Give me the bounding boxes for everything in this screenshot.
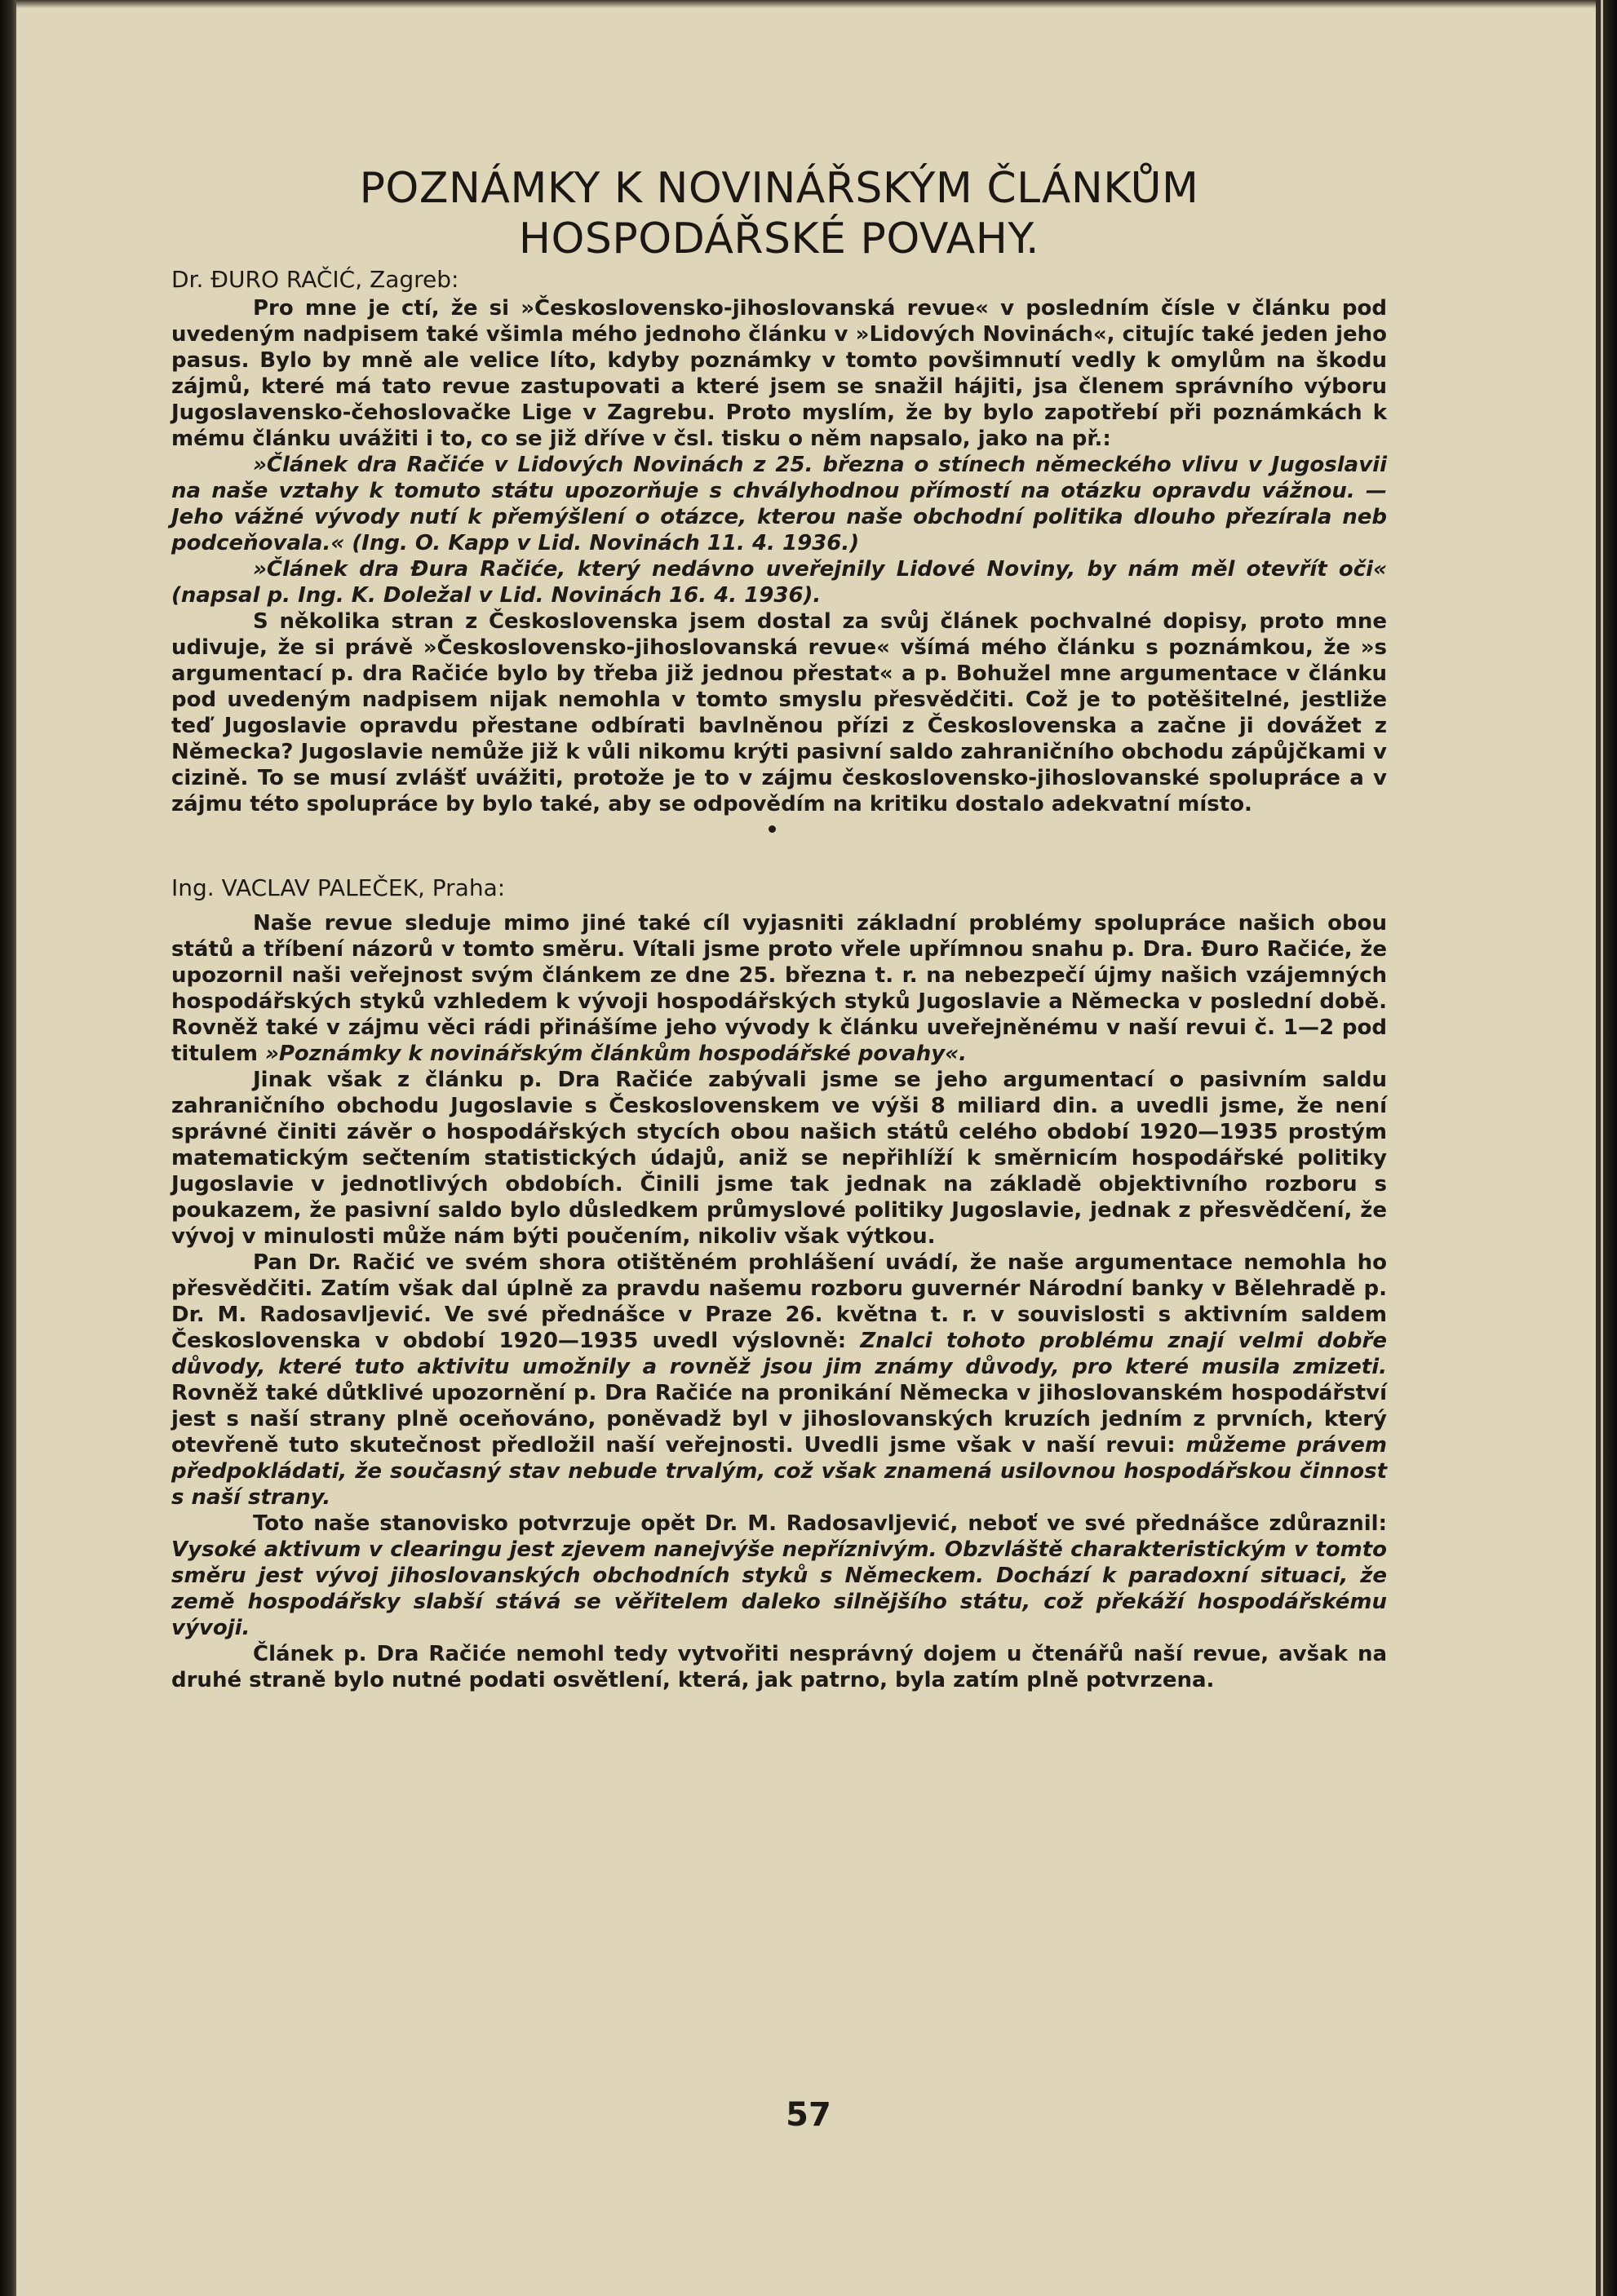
- palecek-p4-text: Toto naše stanovisko potvrzuje opět Dr. M. Radosavljević, neboť ve své přednášce zdůraznil:: [253, 1511, 1387, 1536]
- palecek-p3-quote-b: můžeme právem předpokládati, že současný stav nebude trvalým, což však znamená usilovnou hospodářskou činnost s naší strany.: [171, 1433, 1387, 1510]
- palecek-paragraph-5: Článek p. Dra Račiće nemohl tedy vytvořiti nesprávný dojem u čtenářů naší revue, avšak na druhé straně bylo nutné podati osvětlení, která, jak patrno, byla zatím plně potvrzena.: [171, 1642, 1387, 1692]
- palecek-p3-text-b: Rovněž také důtklivé upozornění p. Dra Račiće na pronikání Německa v jihoslovanském hospodářství jest s naší strany plně oceňováno, poněvadž byl v jihoslovanských kruzích jedním z prvních, který otevřeně tuto skutečnost předložil naší veřejnosti. Uvedli jsme však v naší revui:: [171, 1381, 1387, 1458]
- palecek-p1-title-ref: »Poznámky k novinářským článkům hospodářské povahy«.: [264, 1042, 968, 1066]
- palecek-p4-quote: Vysoké aktivum v clearingu jest zjevem nanejvýše nepříznivým. Obzvláště charakteristickým v tomto směru jest vývoj jihoslovanských obchodních styků s Německem. Dochází k paradoxní situaci, že země hospodářsky slabší stává se věřitelem daleko silnějšího státu, což překáží hospodářskému vývoji.: [171, 1537, 1387, 1640]
- article-title: [171, 163, 1387, 264]
- section-separator: [171, 817, 1387, 847]
- article: [171, 163, 1387, 1693]
- palecek-paragraph-3: [171, 1250, 1387, 1511]
- author-racic: Dr. ĐURO RAČIĆ, Zagreb:: [171, 266, 459, 293]
- top-edge-shadow: [16, 0, 1596, 8]
- racic-paragraph-2: S několika stran z Československa jsem dostal za svůj článek pochvalné dopisy, proto mne udivuje, že si právě »Československo-jihoslovanská revue« všímá mého článku s poznámkou, že »s argumentací p. dra Račiće bylo by třeba již jednou přestat« a p. Bohužel mne argumentace v článku pod uvedeným nadpisem nijak nemohla v tomto smyslu přesvědčiti. Což je to potěšitelné, jestliže teď Jugoslavie opravdu přestane odbírati bavlněnou přízi z Československa a začne ji dovážet z Německa? Jugoslavie nemůže již k vůli nikomu krýti pasivní saldo zahraničního obchodu zápůjčkami v cizině. To se musí zvlášť uvážiti, protože je to v zájmu československo-jihoslovanské spolupráce a v zájmu této spolupráce by bylo také, aby se odpovědím na kritiku dostalo adekvatní místo.: [171, 609, 1387, 816]
- title-line-2: HOSPODÁŘSKÉ POVAHY.: [518, 215, 1040, 263]
- racic-quote-kapp: »Článek dra Račiće v Lidových Novinách z 25. března o stínech německého vlivu v Jugoslavii na naše vztahy k tomuto státu upozorňuje s chvályhodnou přímostí na otázku opravdu vážnou. — Jeho vážné vývody nutí k přemýšlení o otázce, kterou naše obchodní politika dlouho přezírala neb podceňovala.« (Ing. O. Kapp v Lid. Novinách 11. 4. 1936.): [171, 453, 1387, 555]
- palecek-p3-quote-a: Znalci tohoto problému znají velmi dobře důvody, které tuto aktivitu umožnily a rovněž jsou jim známy důvody, pro které musila zmizeti.: [171, 1329, 1387, 1379]
- separator-dot: [769, 825, 776, 833]
- palecek-paragraph-2: Jinak však z článku p. Dra Račiće zabývali jsme se jeho argumentací o pasivním saldu zahraničního obchodu Jugoslavie s Československem ve výši 8 miliard din. a uvedli jsme, že není správné činiti závěr o hospodářských stycích obou našich států celého období 1920—1935 prostým matematickým sečtením statistických údajů, aniž se nepřihlíží k směrnicím hospodářské politiky Jugoslavie v jednotlivých obdobích. Činili jsme tak jednak na základě objektivního rozboru s poukazem, že pasivní saldo bylo důsledkem průmyslové politiky Jugoslavie, jednak z přesvědčení, že vývoj v minulosti může nám býti poučením, nikoliv však výtkou.: [171, 1068, 1387, 1249]
- palecek-p1-text: Naše revue sleduje mimo jiné také cíl vyjasniti základní problémy spolupráce našich obou států a tříbení názorů v tomto směru. Vítali jsme proto vřele upřímnou snahu p. Dra. Đuro Račiće, že upozornil naši veřejnost svým článkem ze dne 25. března t. r. na nebezpečí újmy našich vzájemných hospodářských styků vzhledem k vývoji hospodářských styků Jugoslavie a Německa v poslední době. Rovněž také v zájmu věci rádi přinášíme jeho vývody k článku uveřejněnému v naší revui č. 1—2 pod titulem: [171, 911, 1387, 1066]
- racic-quote-dolezal: »Článek dra Đura Račiće, který nedávno uveřejnily Lidové Noviny, by nám měl otevřít oči« (napsal p. Ing. K. Doležal v Lid. Novinách 16. 4. 1936).: [171, 557, 1387, 608]
- title-line-1: POZNÁMKY K NOVINÁŘSKÝM ČLÁNKŮM: [359, 164, 1199, 213]
- palecek-paragraph-1: [171, 910, 1387, 1067]
- author-palecek: Ing. VACLAV PALEČEK, Praha:: [171, 874, 506, 901]
- palecek-paragraph-4: [171, 1511, 1387, 1641]
- book-spine-shadow: [0, 0, 16, 2296]
- page-number: 57: [786, 2096, 831, 2134]
- racic-paragraph-1: Pro mne je ctí, že si »Československo-jihoslovanská revue« v posledním čísle v článku pod uvedeným nadpisem také všimla mého jednoho článku v »Lidových Novinách«, citujíc také jeden jeho pasus. Bylo by mně ale velice líto, kdyby poznámky v tomto povšimnutí vedly k omylům na škodu zájmů, které má tato revue zastupovati a které jsem se snažil hájiti, jsa členem správního výboru Jugoslavensko-čehoslovačke Lige v Zagrebu. Proto myslím, že by bylo zapotřebí při poznámkách k mému článku uvážiti i to, co se již dříve v čsl. tisku o něm napsalo, jako na př.:: [171, 296, 1387, 451]
- right-page-edge: [1596, 0, 1617, 2296]
- palecek-p3-text-a: Pan Dr. Račić ve svém shora otištěném prohlášení uvádí, že naše argumentace nemohla ho přesvědčiti. Zatím však dal úplně za pravdu našemu rozboru guvernér Národní banky v Bělehradě p. Dr. M. Radosavljević. Ve své přednášce v Praze 26. května t. r. v souvislosti s aktivním saldem Československa v období 1920—1935 uvedl výslovně:: [171, 1250, 1387, 1353]
